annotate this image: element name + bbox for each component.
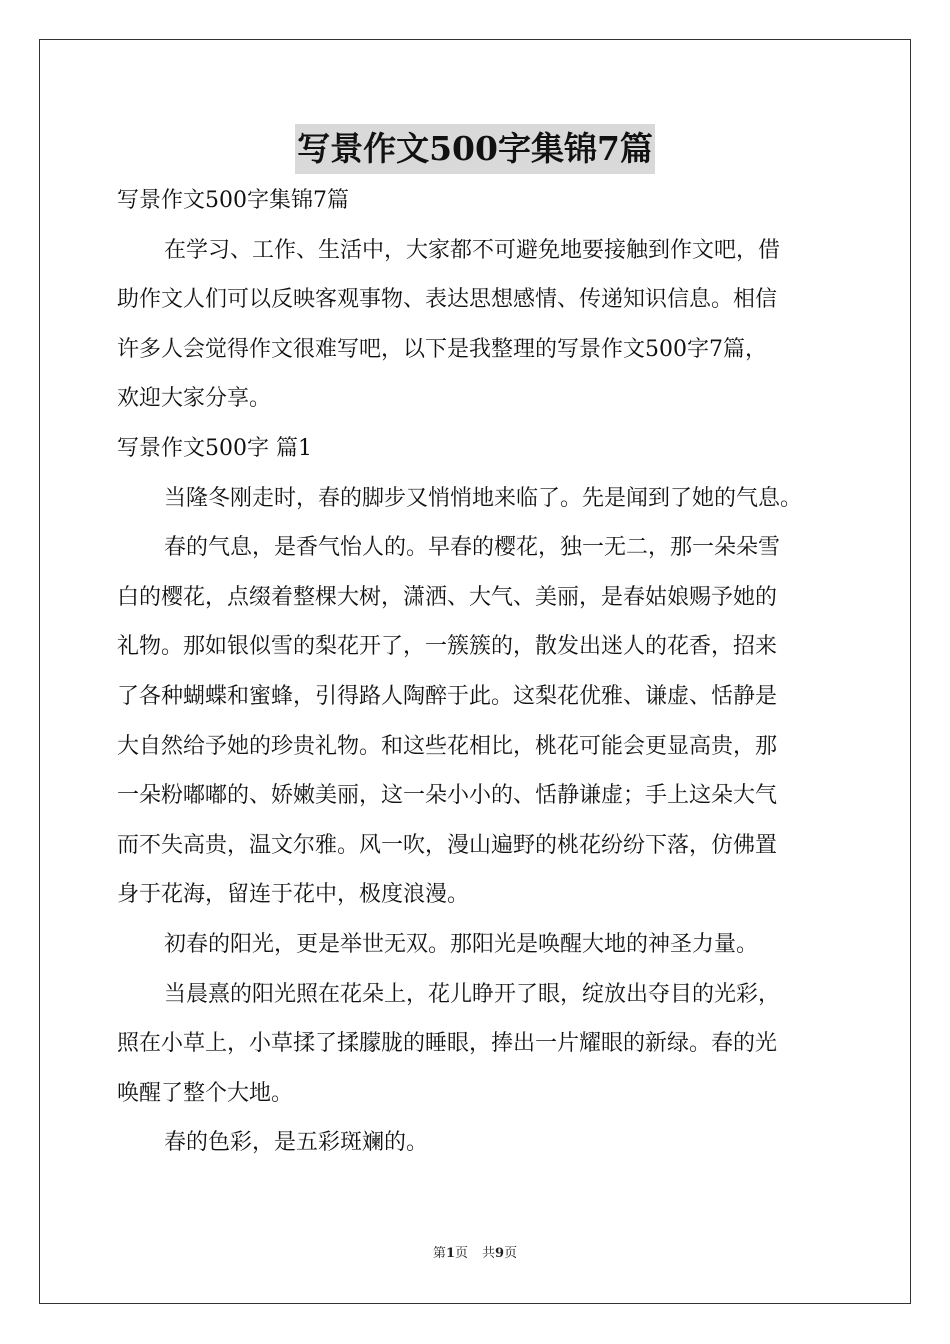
body-line: 了各种蝴蝶和蜜蜂，引得路人陶醉于此。这梨花优雅、谦虚、恬静是 — [117, 683, 778, 709]
page-number-total: 9 — [495, 1246, 505, 1261]
document-title: 写景作文500字集锦7篇 — [295, 124, 655, 174]
section-heading: 写景作文500字 篇1 — [117, 435, 312, 461]
body-line: 写景作文500字集锦7篇 — [117, 188, 349, 213]
body-line: 许多人会觉得作文很难写吧，以下是我整理的写景作文500字7篇， — [117, 336, 767, 362]
body-line: 而不失高贵，温文尔雅。风一吹，漫山遍野的桃花纷纷下落，仿佛置 — [117, 832, 778, 858]
page-number-current: 1 — [445, 1246, 455, 1261]
body-line: 欢迎大家分享。 — [117, 386, 272, 412]
body-line: 白的樱花，点缀着整棵大树，潇洒、大气、美丽，是春姑娘赐予她的 — [117, 584, 778, 610]
page-number-suffix: 页 — [454, 1246, 468, 1261]
body-line: 唤醒了整个大地。 — [117, 1080, 294, 1106]
body-line: 一朵粉嘟嘟的、娇嫩美丽，这一朵小小的、恬静谦虚；手上这朵大气 — [117, 783, 778, 809]
page-number-prefix: 第 — [432, 1246, 446, 1261]
document-title-container — [0, 124, 950, 174]
page-total-suffix: 页 — [504, 1246, 518, 1261]
body-line: 在学习、工作、生活中，大家都不可避免地要接触到作文吧，借 — [164, 237, 781, 263]
page-total-prefix: 共 — [482, 1246, 496, 1261]
body-line: 身于花海，留连于花中，极度浪漫。 — [117, 882, 470, 908]
body-line: 助作文人们可以反映客观事物、表达思想感情、传递知识信息。相信 — [117, 287, 778, 313]
body-line: 当晨熹的阳光照在花朵上，花儿睁开了眼，绽放出夺目的光彩， — [164, 981, 781, 1007]
body-line: 当隆冬刚走时，春的脚步又悄悄地来临了。先是闻到了她的气息。 — [164, 485, 803, 511]
body-line: 初春的阳光，更是举世无双。那阳光是唤醒大地的神圣力量。 — [164, 931, 759, 957]
page-footer — [0, 1245, 950, 1263]
body-line: 大自然给予她的珍贵礼物。和这些花相比，桃花可能会更显高贵，那 — [117, 733, 778, 759]
document-body — [117, 176, 857, 1168]
body-line: 礼物。那如银似雪的梨花开了，一簇簇的，散发出迷人的花香，招来 — [117, 634, 778, 660]
body-line: 春的色彩，是五彩斑斓的。 — [164, 1130, 429, 1156]
body-line: 照在小草上，小草揉了揉朦胧的睡眼，捧出一片耀眼的新绿。春的光 — [117, 1031, 778, 1057]
body-line: 春的气息，是香气怡人的。早春的樱花，独一无二，那一朵朵雪 — [164, 535, 781, 561]
